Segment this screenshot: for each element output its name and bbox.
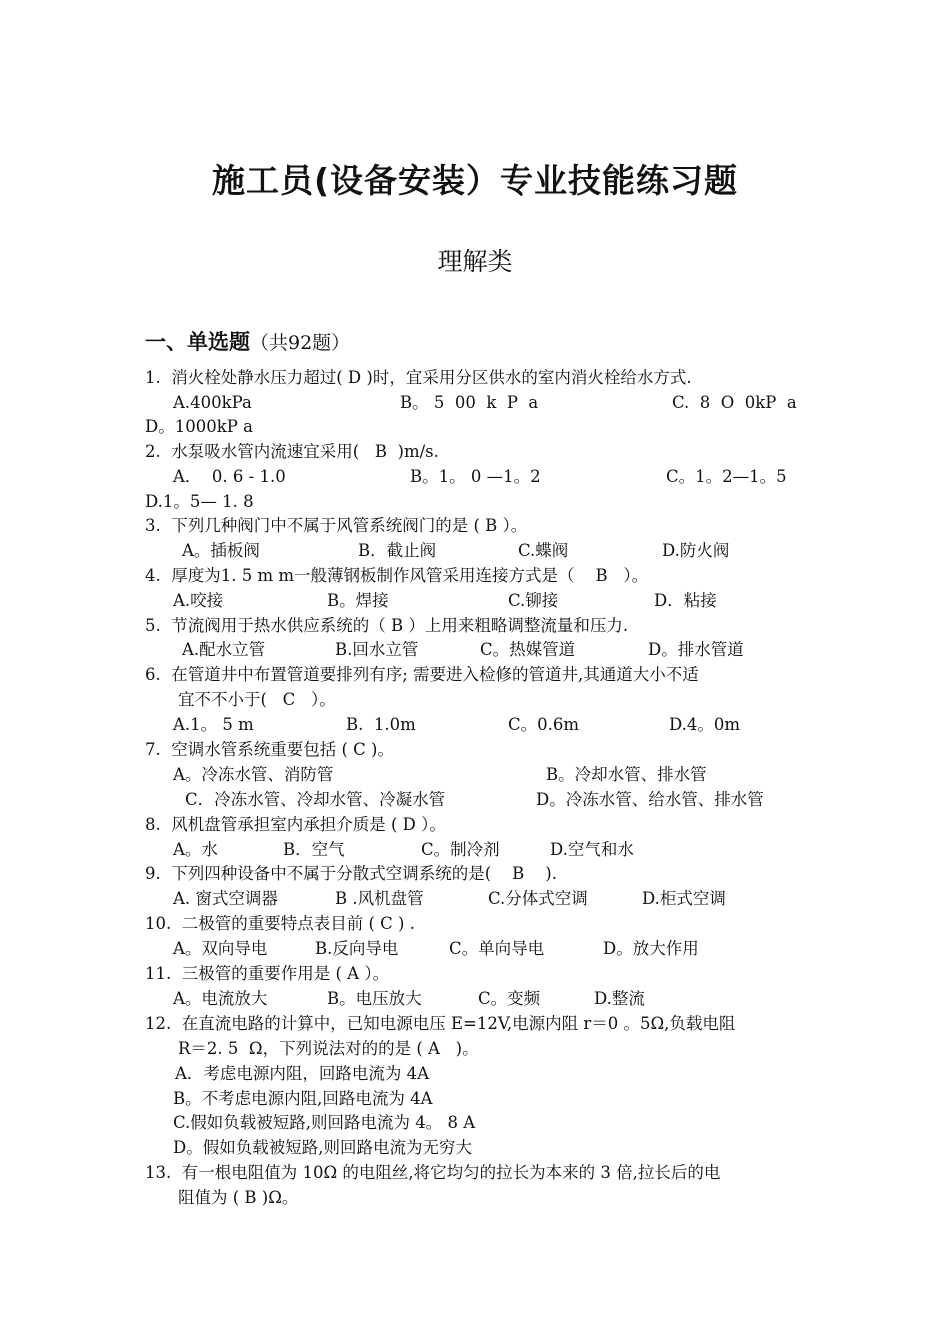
option-9b: B .风机盘管	[335, 889, 424, 908]
document-title: 施工员(设备安装）专业技能练习题	[211, 161, 739, 200]
option-3a: A。插板阀	[182, 541, 260, 560]
option-10d: D。放大作用	[603, 939, 699, 958]
option-7d: D。冷冻水管、给水管、排水管	[536, 790, 764, 809]
question-6-cont: 宜不不小于( C ）。	[178, 690, 336, 709]
question-8: 8. 风机盘管承担室内承担介质是 ( D ）。	[145, 815, 446, 834]
question-10: 10. 二极管的重要特点表目前 ( C ) .	[145, 914, 415, 933]
option-6d: D.4。0m	[669, 715, 741, 734]
option-11b: B。电压放大	[327, 989, 422, 1008]
option-6a: A.1。 5 m	[173, 715, 254, 734]
option-9d: D.柜式空调	[642, 889, 726, 908]
option-1d: D。1000kP a	[145, 417, 253, 436]
option-2b: B。1。 0 —1。2	[410, 467, 541, 486]
option-2c: C。1。2—1。5	[666, 467, 787, 486]
option-11c: C。变频	[478, 989, 541, 1008]
option-5a: A.配水立管	[182, 640, 266, 659]
option-10a: A。双向导电	[173, 939, 268, 958]
option-3c: C.蝶阀	[518, 541, 569, 560]
option-1b: B。 5 00 k P a	[400, 393, 539, 412]
question-9: 9. 下列四种设备中不属于分散式空调系统的是( B ).	[145, 864, 557, 883]
option-1a: A.400kPa	[173, 393, 252, 412]
option-5b: B.回水立管	[335, 640, 419, 659]
section-title: 一、单选题	[145, 330, 250, 354]
option-3b: B．截止阀	[358, 541, 437, 560]
question-13-cont: 阻值为 ( B )Ω。	[178, 1188, 299, 1207]
option-10b: B.反向导电	[315, 939, 399, 958]
option-2d: D.1。5— 1. 8	[145, 492, 254, 511]
option-8b: B．空气	[283, 840, 345, 859]
question-1: 1. 消火栓处静水压力超过( D )时，宜采用分区供水的室内消火栓给水方式.	[145, 368, 692, 387]
option-5d: D。排水管道	[648, 640, 744, 659]
option-2a: A． 0. 6 - 1.0	[173, 467, 286, 486]
option-8d: D.空气和水	[550, 840, 634, 859]
question-12: 12. 在直流电路的计算中，已知电源电压 E=12V,电源内阻 r＝0 。5Ω,负载电阻	[145, 1014, 736, 1033]
option-7a: A。冷冻水管、消防管	[173, 765, 334, 784]
question-2: 2. 水泵吸水管内流速宜采用( B )m/s.	[145, 442, 439, 461]
option-4d: D．粘接	[654, 591, 717, 610]
option-8a: A。水	[173, 840, 218, 859]
option-6b: B. 1.0m	[346, 715, 416, 734]
option-4a: A.咬接	[173, 591, 224, 610]
question-12-cont: R＝2. 5 Ω，下列说法对的的是 ( A )。	[178, 1039, 479, 1058]
option-11a: A。电流放大	[173, 989, 268, 1008]
option-4b: B。焊接	[327, 591, 389, 610]
option-8c: C。制冷剂	[421, 840, 500, 859]
question-3: 3. 下列几种阀门中不属于风管系统阀门的是 ( B ）。	[145, 516, 528, 535]
option-12a: A．考虑电源内阻，回路电流为 4A	[175, 1064, 430, 1083]
option-7b: B。冷却水管、排水管	[546, 765, 707, 784]
option-11d: D.整流	[594, 989, 645, 1008]
question-5: 5. 节流阀用于热水供应系统的（ B ）上用来粗略调整流量和压力.	[145, 616, 629, 635]
option-10c: C。单向导电	[449, 939, 545, 958]
question-4: 4. 厚度为1. 5 m m一般薄钢板制作风管采用连接方式是（ B ）。	[145, 566, 649, 585]
option-6c: C。0.6m	[508, 715, 580, 734]
question-6: 6. 在管道井中布置管道要排列有序; 需要进入检修的管道井,其通道大小不适	[145, 665, 699, 684]
option-12b: B。不考虑电源内阻,回路电流为 4A	[173, 1089, 433, 1108]
option-9c: C.分体式空调	[488, 889, 588, 908]
option-7c: C．冷冻水管、冷却水管、冷凝水管	[185, 790, 446, 809]
question-13: 13. 有一根电阻值为 10Ω 的电阻丝,将它均匀的拉长为本来的 3 倍,拉长后的电	[145, 1163, 721, 1182]
section-heading	[145, 326, 350, 356]
option-4c: C.铆接	[508, 591, 559, 610]
option-12d: D。假如负载被短路,则回路电流为无穷大	[173, 1138, 472, 1157]
option-5c: C。热媒管道	[480, 640, 576, 659]
option-1c: C. 8 O 0kP a	[672, 393, 797, 412]
question-11: 11. 三极管的重要作用是 ( A ）。	[145, 964, 390, 983]
option-12c: C.假如负载被短路,则回路电流为 4。 8 A	[173, 1113, 476, 1132]
document-subtitle: 理解类	[437, 247, 513, 276]
section-count: （共92题）	[250, 332, 351, 354]
option-3d: D.防火阀	[662, 541, 730, 560]
question-7: 7. 空调水管系统重要包括 ( C )。	[145, 740, 394, 759]
option-9a: A. 窗式空调器	[173, 889, 278, 908]
